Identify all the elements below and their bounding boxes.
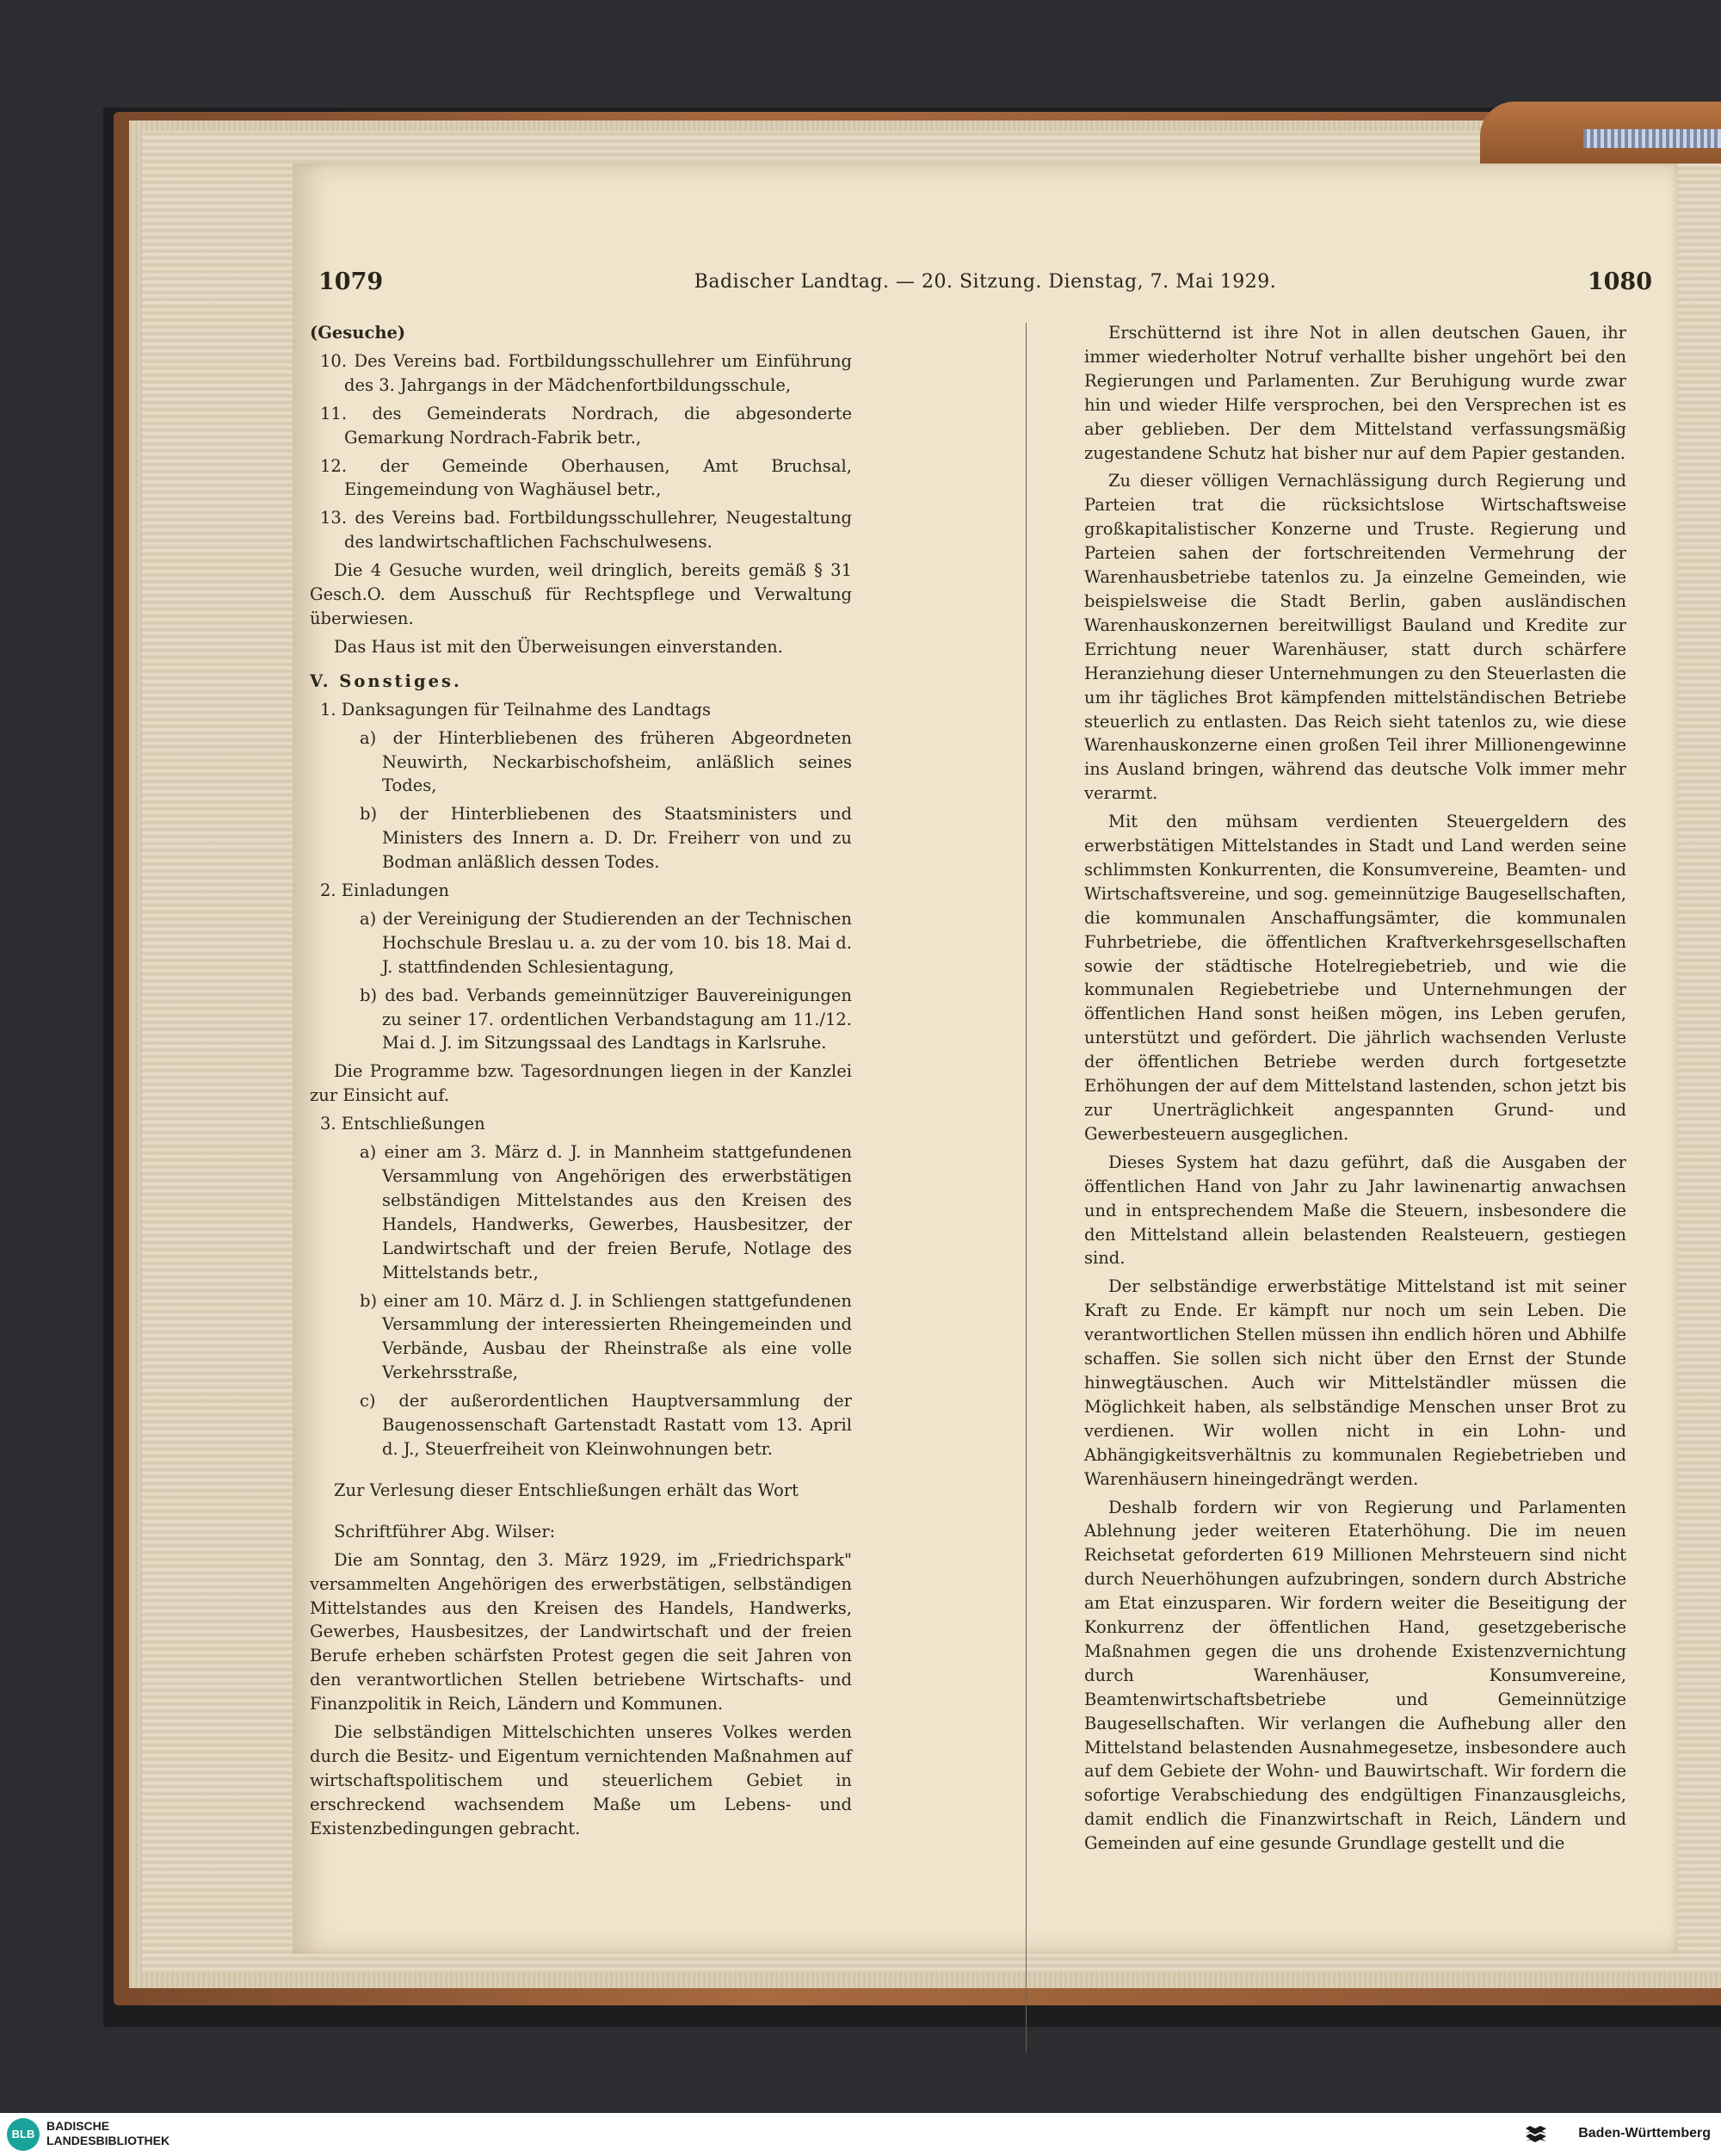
list-item: 10. Des Vereins bad. Fortbildungsschullehrer um Einführung des 3. Jahrgangs in der Mädchenfortbildungsschule,: [320, 350, 852, 395]
sub-list-item: a) der Vereinigung der Studierenden an der Technischen Hochschule Breslau u. a. zu der vom 10. bis 18. Mai d. J. stattfindenden Schlesientagung,: [360, 908, 852, 977]
list-item: 12. der Gemeinde Oberhausen, Amt Bruchsal, Eingemeindung von Waghäusel betr.,: [320, 455, 852, 500]
blb-logo[interactable]: BLB: [7, 2118, 40, 2151]
list-item: 11. des Gemeinderats Nordrach, die abgesonderte Gemarkung Nordrach-Fabrik betr.,: [320, 403, 852, 448]
state-label: Baden-Württemberg: [1578, 2126, 1711, 2141]
paragraph: Das Haus ist mit den Überweisungen einverstanden.: [334, 636, 783, 657]
sub-list-item: b) einer am 10. März d. J. in Schliengen stattgefundenen Versammlung der interessierten Rheingemeinden und Verbände, Ausbau der Rheinstraße als eine volle Verkehrsstraße,: [360, 1290, 852, 1383]
paragraph: Zur Verlesung dieser Entschließungen erhält das Wort: [334, 1480, 799, 1500]
running-title: Badischer Landtag. — 20. Sitzung. Dienstag, 7. Mai 1929.: [694, 271, 1277, 293]
footer-bar: [0, 2113, 1721, 2156]
column-divider: [1026, 323, 1027, 2053]
sub-list-item: a) der Hinterbliebenen des früheren Abgeordneten Neuwirth, Neckarbischofsheim, anläßlich seines Todes,: [360, 727, 852, 796]
paragraph: Die Programme bzw. Tagesordnungen liegen in der Kanzlei zur Einsicht auf.: [310, 1061, 852, 1106]
paragraph: Die 4 Gesuche wurden, weil dringlich, bereits gemäß § 31 Gesch.O. dem Ausschuß für Rechtspflege und Verwaltung überwiesen.: [310, 560, 852, 628]
speaker-line: Schriftführer Abg. Wilser:: [334, 1521, 556, 1541]
page-number-left: 1079: [318, 269, 384, 295]
sub-list-item: b) des bad. Verbands gemeinnütziger Bauvereinigungen zu seiner 17. ordentlichen Verbandstagung am 11./12. Mai d. J. im Sitzungssaal des Landtags in Karlsruhe.: [360, 985, 852, 1053]
list-item: 3. Entschließungen: [320, 1114, 485, 1134]
sub-list-item: c) der außerordentlichen Hauptversammlung der Baugenossenschaft Gartenstadt Rastatt vom 13. April d. J., Steuerfreiheit von Kleinwohnungen betr.: [360, 1391, 852, 1459]
paragraph: Mit den mühsam verdienten Steuergeldern des erwerbstätigen Mittelstandes in Stadt und Land werden seine schlimmsten Konkurrenten, die Konsumvereine, Beamten- und Wirtschaftsvereine, und sog. gemeinnützige Baugesellschaften, die kommunalen Anschaffungsämter, die kommunalen Fuhrbetriebe, die öffentlichen Kraftverkehrsgesellschaften sowie der städtische Hotelregiebetrieb, und wie die kommunalen Regiebetriebe und Unternehmungen der öffentlichen Hand sonst heißen mögen, ins Leben gerufen, unterstützt und gefördert. Die jährlich wachsenden Verluste der öffentlichen Betriebe werden durch fortgesetzte Erhöhungen der auf dem Mittelstand lastenden, schon jetzt bis zur Unerträglichkeit angespannten Grund- und Gewerbesteuern ausgeglichen.: [1084, 812, 1626, 1144]
page-number-right: 1080: [1587, 269, 1652, 295]
library-name-line1: BADISCHE: [46, 2119, 110, 2133]
sub-list-item: a) einer am 3. März d. J. in Mannheim stattgefundenen Versammlung von Angehörigen des erwerbstätigen selbständigen Mittelstandes aus den Kreisen des Handels, Handwerks, Gewerbes, Hausbesitzer, der Landwirtschaft und der freien Berufe, Notlage des Mittelstands betr.,: [360, 1142, 852, 1282]
paragraph: Zu dieser völligen Vernachlässigung durch Regierung und Parteien trat die rücksichtslose Wirtschaftsweise großkapitalistischer Konzerne und Truste. Regierung und Parteien sahen der fortschreitenden Vermehrung der Warenhausbetriebe tatenlos zu. Ja einzelne Gemeinden, wie beispielsweise die Stadt Berlin, gaben ausländischen Warenhauskonzernen bereitwilligst Bauland und Kredite zur Errichtung neuer Warenhäuser, statt durch schärfere Heranziehung dieser Unternehmungen zu den Steuerlasten die um ihr tägliches Brot kämpfenden mittelständischen Betriebe steuerlich zu entlasten. Das Reich sieht tatenlos zu, wie diese Warenhauskonzerne einen großen Teil ihrer Millionengewinne ins Ausland bringen, während das deutsche Volk immer mehr verarmt.: [1084, 471, 1626, 804]
library-name-line2: LANDESBIBLIOTHEK: [46, 2134, 170, 2147]
page-header: [293, 269, 1678, 303]
left-column: [310, 321, 852, 1845]
list-item: 2. Einladungen: [320, 880, 449, 901]
paragraph: Dieses System hat dazu geführt, daß die Ausgaben der öffentlichen Hand von Jahr zu Jahr lawinenartig anwachsen und in entsprechendem Maße die Steuern, insbesondere die den Mittelstand allein belastenden Realsteuern, gestiegen sind.: [1084, 1152, 1626, 1269]
book-page: [293, 164, 1678, 1954]
section-label: (Gesuche): [310, 323, 406, 343]
paragraph: Der selbständige erwerbstätige Mittelstand ist mit seiner Kraft zu Ende. Er kämpft nur noch um sein Leben. Die verantwortlichen Stellen müssen ihn endlich hören und Abhilfe schaffen. Sie sollen sich nicht über den Ernst der Stunde hinwegtäuschen. Auch wir Mittelständler müssen die Möglichkeit haben, als selbständige Menschen unser Brot zu verdienen. Wir wollen nicht in ein Lohn- und Abhängigkeitsverhältnis zu kommunalen Regiebetrieben und Warenhäusern hineingedrängt werden.: [1084, 1276, 1626, 1489]
section-heading: V. Sonstiges.: [310, 670, 462, 691]
paragraph: Die am Sonntag, den 3. März 1929, im „Friedrichspark" versammelten Angehörigen des erwerbstätigen, selbständigen Mittelstandes aus den Kreisen des Handels, Handwerks, Gewerbes, Hausbesitzes, der Landwirtschaft und der freien Berufe erheben schärfsten Protest gegen die seit Jahren von den verantwortlichen Stellen betriebene Wirtschafts- und Finanzpolitik in Reich, Ländern und Kommunen.: [310, 1549, 852, 1714]
coat-of-arms-icon: [1523, 2122, 1549, 2147]
right-column: [1084, 321, 1626, 1860]
paragraph: Deshalb fordern wir von Regierung und Parlamenten Ablehnung jeder weiteren Etaterhöhung. Die im neuen Reichsetat geforderten 619 Millionen Mehrsteuern sind nicht durch Neuerhöhungen aufzubringen, sondern durch Abstriche am Etat einzusparen. Wir fordern weiter die Beseitigung der Konkurrenz der öffentlichen Hand, gesetzgeberische Maßnahmen gegen die uns drohende Existenzvernichtung durch Warenhäuser, Konsumvereine, Beamtenwirtschaftsbetriebe und Gemeinnützige Baugesellschaften. Wir verlangen die Aufhebung aller den Mittelstand belastenden Ausnahmegesetze, insbesondere auch auf dem Gebiete der Wohn- und Bauwirtschaft. Wir fordern die sofortige Verabschiedung des endgültigen Finanzausgleichs, damit endlich die Finanzwirtschaft in Reich, Ländern und Gemeinden auf eine gesunde Grundlage gestellt und die: [1084, 1497, 1626, 1854]
headband: [1583, 129, 1721, 148]
library-name: [46, 2119, 170, 2148]
paragraph: Die selbständigen Mittelschichten unseres Volkes werden durch die Besitz- und Eigentum vernichtenden Maßnahmen auf wirtschaftspolitischem und steuerlichem Gebiet in erschreckend wachsendem Maße um Lebens- und Existenzbedingungen gebracht.: [310, 1722, 852, 1838]
sub-list-item: b) der Hinterbliebenen des Staatsministers und Ministers des Innern a. D. Dr. Freiherr von und zu Bodman anläßlich dessen Todes.: [360, 804, 852, 873]
paragraph: Erschütternd ist ihre Not in allen deutschen Gauen, ihr immer wiederholter Notruf verhallte bisher ungehört bei den Regierungen und Parlamenten. Zur Beruhigung wurde zwar hin und wieder Hilfe versprochen, bei den Versprechen ist es aber geblieben. Der dem Mittelstand verfassungsmäßig zugestandene Schutz hat bisher nur auf dem Papier gestanden.: [1084, 323, 1626, 463]
list-item: 13. des Vereins bad. Fortbildungsschullehrer, Neugestaltung des landwirtschaftlichen Fachschulwesens.: [320, 508, 852, 553]
list-item: 1. Danksagungen für Teilnahme des Landtags: [320, 699, 712, 720]
